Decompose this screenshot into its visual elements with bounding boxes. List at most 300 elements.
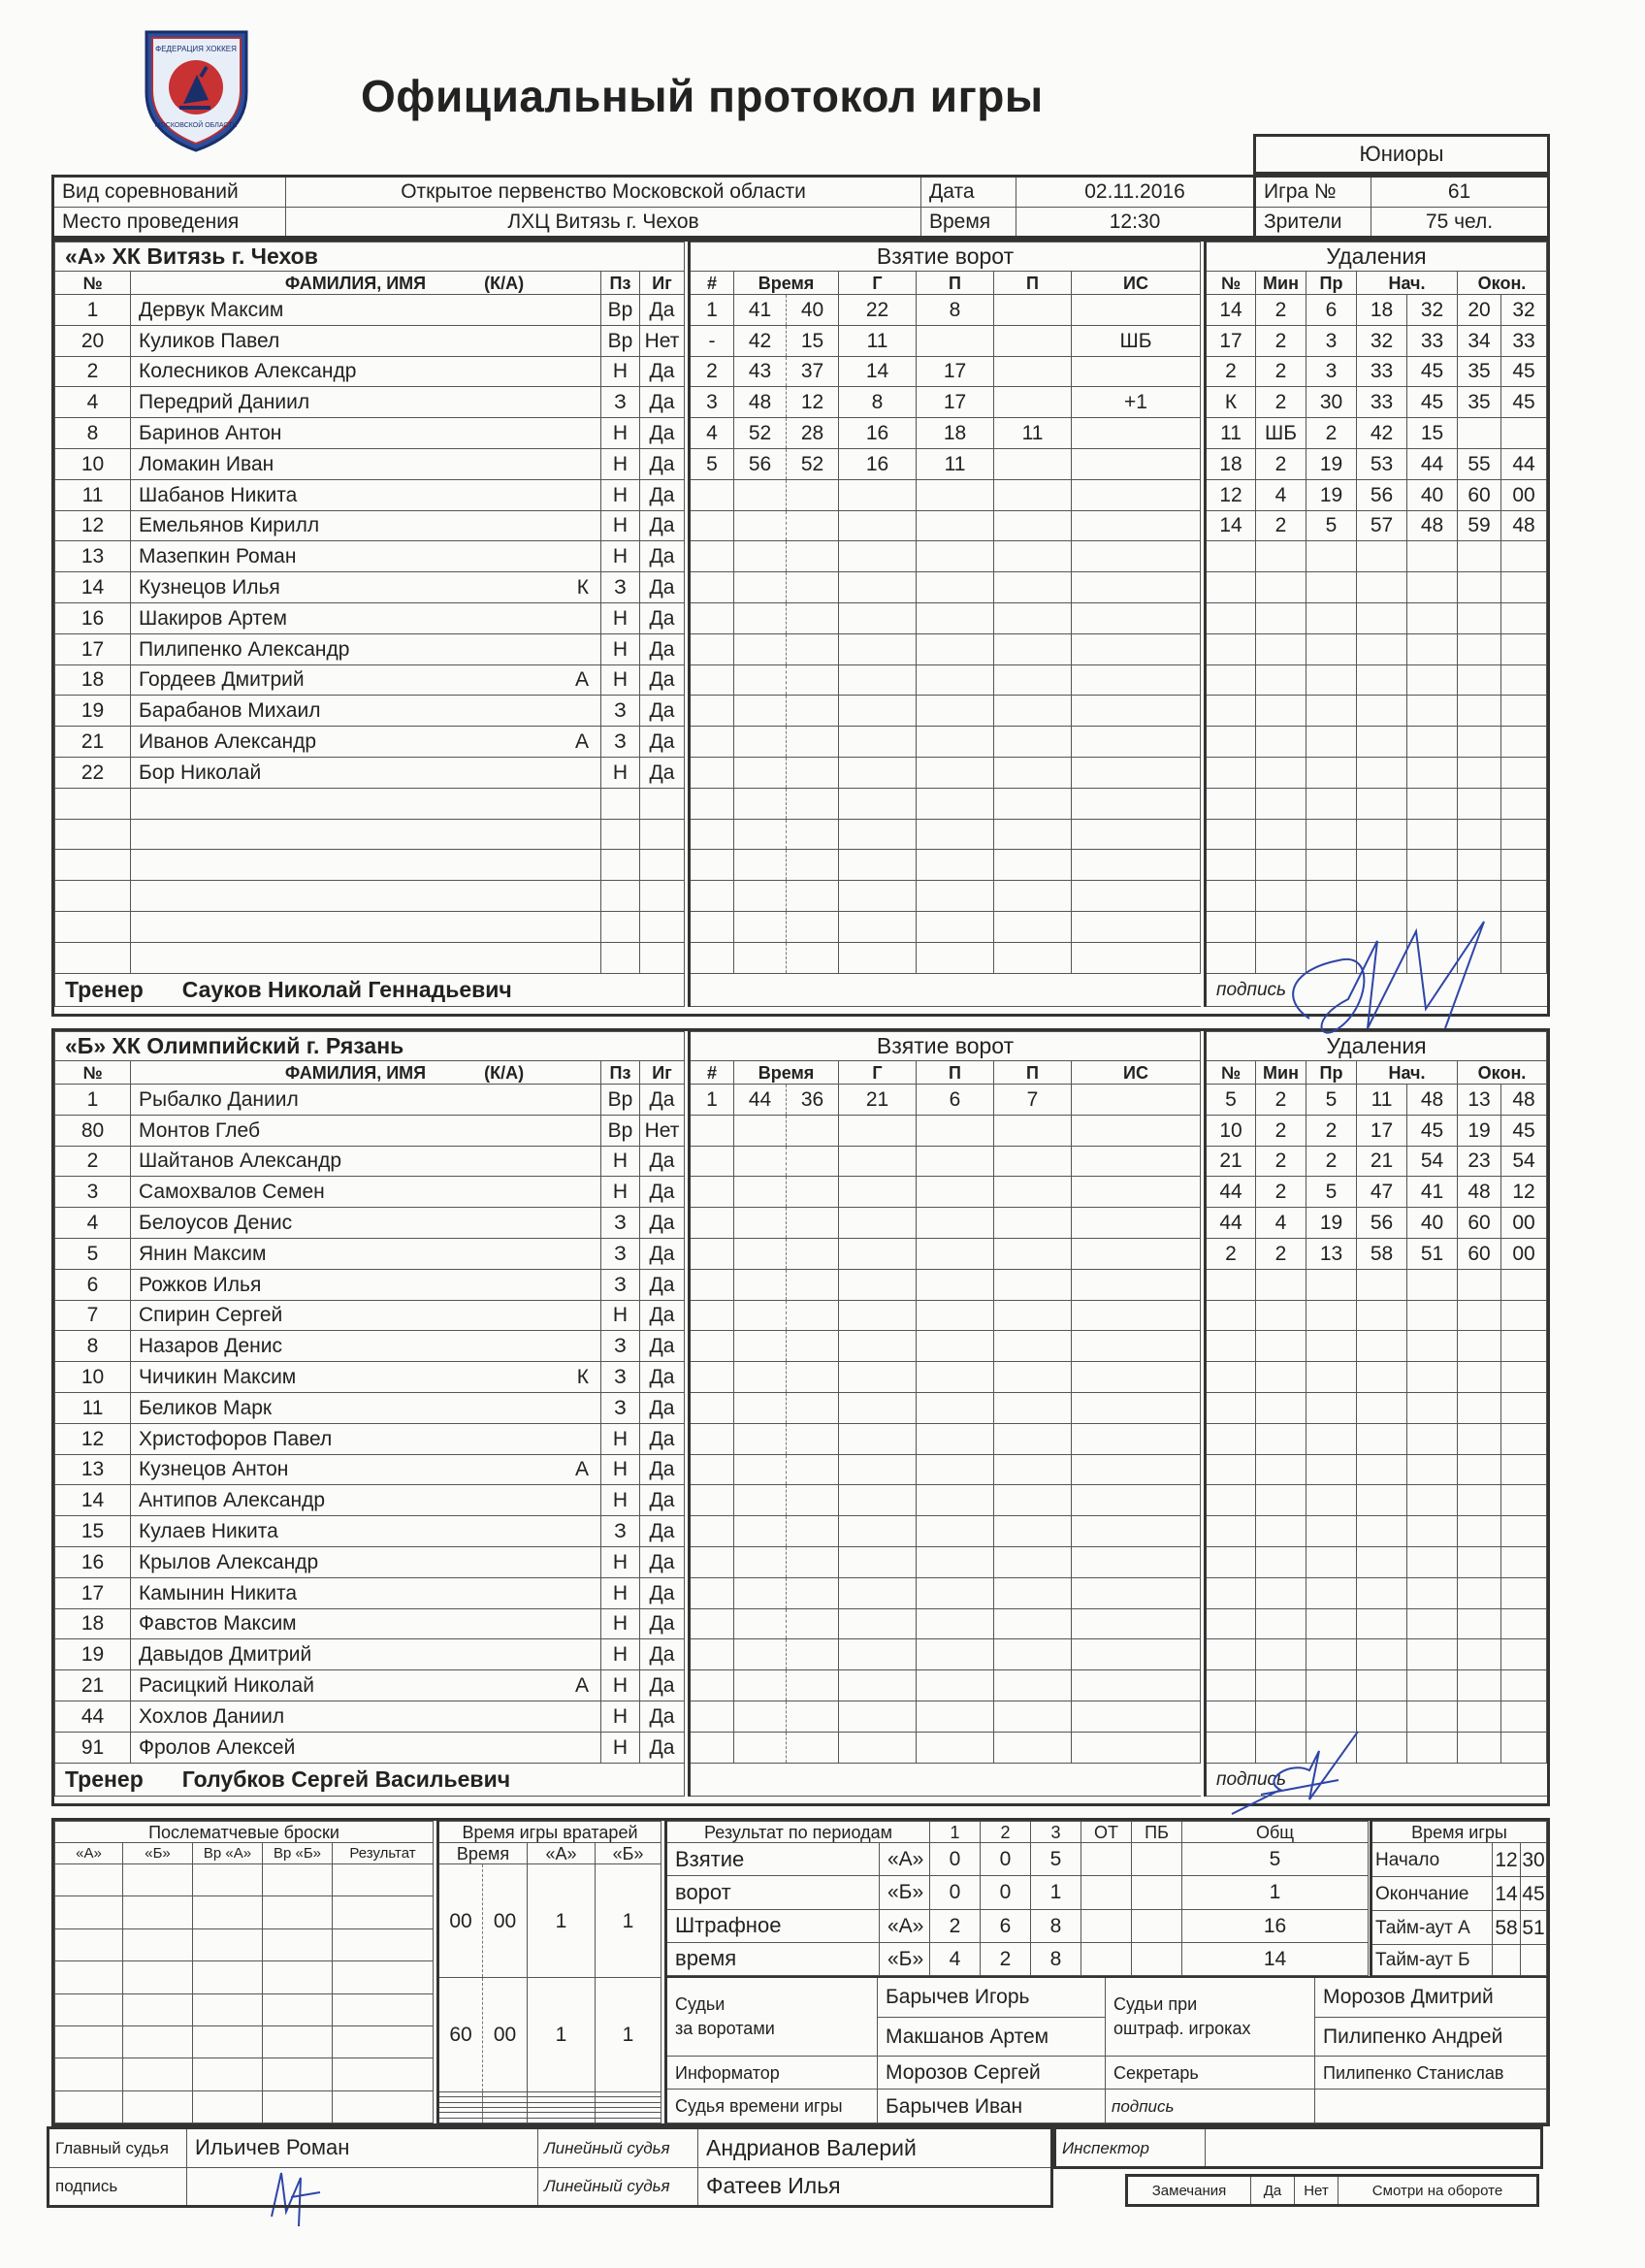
goal-second	[787, 602, 839, 633]
officials-signature-label: подпись	[1106, 2090, 1315, 2123]
penalty-end-sec: 44	[1501, 448, 1547, 479]
table-row	[690, 356, 1201, 387]
table-row	[690, 541, 1201, 572]
penalty-end-sec	[1501, 1608, 1547, 1639]
shootout-cell	[193, 2025, 263, 2057]
goal-assist2	[994, 1362, 1072, 1393]
goal-assist1	[917, 1146, 994, 1177]
goal-scorer	[839, 1208, 917, 1239]
player-number: 6	[55, 1269, 131, 1300]
penalty-start-min: 11	[1357, 1085, 1407, 1116]
goal-second	[787, 1392, 839, 1423]
player-name-text: Передрий Даниил	[139, 391, 310, 414]
player-plays: Да	[640, 633, 685, 664]
penalty-reason: 2	[1306, 1146, 1357, 1177]
player-name	[131, 1639, 601, 1670]
goal-second	[787, 1546, 839, 1577]
goal-situation	[1072, 418, 1201, 449]
penalty-reason: 19	[1306, 1208, 1357, 1239]
shootout-table	[54, 1821, 434, 2123]
penalty-end-min: 55	[1458, 448, 1501, 479]
periods-row-label	[666, 1942, 880, 1975]
player-name-text: Самохвалов Семен	[139, 1181, 325, 1204]
penalty-player	[1206, 696, 1256, 727]
goals-header-assist1: П	[917, 1061, 994, 1085]
penalty-end-sec	[1501, 911, 1547, 942]
table-row	[48, 2128, 1052, 2168]
goal-second	[787, 664, 839, 696]
goal-scorer	[839, 1732, 917, 1763]
table-row	[1206, 295, 1547, 326]
goal-assist1	[917, 819, 994, 850]
player-name	[131, 1392, 601, 1423]
player-name	[131, 479, 601, 510]
player-name	[131, 1423, 601, 1454]
player-name-text: Куликов Павел	[139, 329, 280, 352]
penalty-reason	[1306, 1300, 1357, 1331]
table-row	[55, 1115, 685, 1146]
penalty-reason	[1306, 788, 1357, 819]
penalty-start-min	[1357, 541, 1407, 572]
penalty-end-min	[1458, 727, 1501, 758]
goalie-time-col-b: «Б»	[596, 1843, 661, 1864]
goal-assist2	[994, 572, 1072, 603]
table-row	[1206, 572, 1547, 603]
goal-assist2: 7	[994, 1085, 1072, 1116]
penalty-reason	[1306, 757, 1357, 788]
pen-header-min: Мин	[1256, 1061, 1306, 1085]
player-number: 15	[55, 1516, 131, 1547]
penalty-player	[1206, 664, 1256, 696]
penalty-minutes	[1256, 942, 1306, 973]
pen-header-end: Окон.	[1458, 1061, 1547, 1085]
penalty-judges-label	[1106, 1977, 1315, 2056]
player-name-text: Шабанов Никита	[139, 483, 298, 506]
goal-situation	[1072, 1670, 1201, 1701]
table-row	[55, 757, 685, 788]
goal-assist1	[917, 1208, 994, 1239]
penalty-minutes: 2	[1256, 387, 1306, 418]
penalty-player	[1206, 541, 1256, 572]
penalty-reason: 5	[1306, 510, 1357, 541]
informer-name: Морозов Сергей	[878, 2056, 1106, 2090]
periods-value: 8	[1031, 1909, 1081, 1942]
penalty-end-min: 59	[1458, 510, 1501, 541]
goal-assist2: 11	[994, 418, 1072, 449]
roster-header-num: №	[55, 272, 131, 295]
table-row	[55, 1896, 434, 1928]
pen-header-start: Нач.	[1357, 272, 1458, 295]
penalty-end-min: 60	[1458, 1208, 1501, 1239]
team-a-title: «А» ХК Витязь г. Чехов	[55, 243, 685, 272]
periods-value: 0	[981, 1843, 1031, 1876]
roster-header-ka-text: (К/А)	[484, 1062, 525, 1083]
periods-value: 0	[930, 1843, 981, 1876]
player-position: Н	[601, 1300, 640, 1331]
table-row	[1206, 1454, 1547, 1485]
table-row	[690, 819, 1201, 850]
penalty-judge-1: Морозов Дмитрий	[1315, 1977, 1547, 2017]
goal-scorer	[839, 1639, 917, 1670]
goal-assist2	[994, 1577, 1072, 1608]
penalty-end-sec	[1501, 1300, 1547, 1331]
goal-minute	[734, 1423, 787, 1454]
player-name	[131, 1485, 601, 1516]
goal-number: 5	[690, 448, 734, 479]
penalty-start-min	[1357, 1670, 1407, 1701]
goal-scorer: 16	[839, 448, 917, 479]
player-name-text: Беликов Марк	[139, 1396, 273, 1419]
player-name	[131, 387, 601, 418]
shootout-cell	[333, 2025, 434, 2057]
goal-judges-label	[666, 1977, 878, 2056]
goal-assist2	[994, 602, 1072, 633]
head-referee-name: Ильичев Роман	[187, 2128, 538, 2168]
goal-assist1	[917, 1485, 994, 1516]
player-plays: Да	[640, 1392, 685, 1423]
goal-second	[787, 1146, 839, 1177]
player-name-text: Антипов Александр	[139, 1489, 326, 1512]
goal-assist1	[917, 881, 994, 912]
goal-situation	[1072, 633, 1201, 664]
goal-second	[787, 1269, 839, 1300]
player-plays: Да	[640, 387, 685, 418]
penalty-minutes	[1256, 1454, 1306, 1485]
goal-scorer: 14	[839, 356, 917, 387]
shootout-cell	[193, 1864, 263, 1896]
periods-value	[1081, 1843, 1132, 1876]
spectators-value: 75 чел.	[1371, 207, 1549, 238]
penalty-player: 17	[1206, 325, 1256, 356]
shootout-cell	[123, 2090, 193, 2122]
goal-minute	[734, 633, 787, 664]
player-number	[55, 942, 131, 973]
penalty-start-min	[1357, 1423, 1407, 1454]
goal-scorer	[839, 602, 917, 633]
player-plays: Да	[640, 696, 685, 727]
player-name-text: Кулаев Никита	[139, 1520, 278, 1543]
goal-second: 52	[787, 448, 839, 479]
penalty-start-sec: 45	[1407, 356, 1458, 387]
penalty-player: 14	[1206, 295, 1256, 326]
player-number: 7	[55, 1300, 131, 1331]
goal-situation	[1072, 1300, 1201, 1331]
penalty-end-min	[1458, 850, 1501, 881]
penalty-start-min	[1357, 1269, 1407, 1300]
penalty-reason	[1306, 602, 1357, 633]
goal-assist2	[994, 325, 1072, 356]
goal-assist2	[994, 696, 1072, 727]
goal-assist2	[994, 911, 1072, 942]
penalty-end-min	[1458, 1331, 1501, 1362]
goals-header-num: #	[690, 1061, 734, 1085]
goal-situation	[1072, 1608, 1201, 1639]
summary-frame	[51, 1818, 1550, 2126]
goal-assist2	[994, 819, 1072, 850]
goal-situation	[1072, 1331, 1201, 1362]
shootout-cell	[263, 2058, 333, 2090]
penalty-end-min	[1458, 1362, 1501, 1393]
shootout-cell	[263, 2090, 333, 2122]
penalty-start-min: 56	[1357, 479, 1407, 510]
penalty-minutes	[1256, 1670, 1306, 1701]
penalty-end-min	[1458, 757, 1501, 788]
table-row	[1206, 819, 1547, 850]
league-shield-logo	[141, 24, 252, 155]
goal-second	[787, 788, 839, 819]
goal-number	[690, 1300, 734, 1331]
game-no-value: 61	[1371, 177, 1549, 208]
penalty-minutes	[1256, 1331, 1306, 1362]
player-number: 18	[55, 664, 131, 696]
goal-number	[690, 881, 734, 912]
goal-scorer	[839, 788, 917, 819]
player-number: 14	[55, 572, 131, 603]
goal-number	[690, 1732, 734, 1763]
goal-situation	[1072, 1546, 1201, 1577]
penalty-judges-label-2: оштраф. игроках	[1113, 2018, 1251, 2038]
goal-second	[787, 510, 839, 541]
penalty-reason	[1306, 1546, 1357, 1577]
table-row	[55, 1928, 434, 1960]
player-position	[601, 819, 640, 850]
penalty-player	[1206, 602, 1256, 633]
player-name-text: Назаров Денис	[139, 1335, 282, 1358]
player-name	[131, 850, 601, 881]
penalty-player	[1206, 1670, 1256, 1701]
linesman-label-2: Линейный судья	[538, 2167, 698, 2207]
table-row	[690, 1208, 1201, 1239]
penalty-end-min	[1458, 572, 1501, 603]
penalty-end-sec	[1501, 1577, 1547, 1608]
table-row	[690, 757, 1201, 788]
penalty-end-sec	[1501, 1331, 1547, 1362]
game-start-sec: 30	[1521, 1843, 1547, 1877]
table-row	[690, 1300, 1201, 1331]
player-name	[131, 1300, 601, 1331]
goal-number	[690, 1177, 734, 1208]
periods-col-4: ПБ	[1132, 1822, 1182, 1843]
penalty-end-min	[1458, 418, 1501, 449]
game-time-table	[1370, 1821, 1547, 1976]
player-number: 8	[55, 1331, 131, 1362]
player-position: Н	[601, 1577, 640, 1608]
player-plays: Да	[640, 1639, 685, 1670]
player-position: Н	[601, 1485, 640, 1516]
penalty-start-sec	[1407, 1454, 1458, 1485]
player-position: Н	[601, 1732, 640, 1763]
table-row	[55, 819, 685, 850]
team-b-goals	[688, 1031, 1201, 1797]
table-row	[1206, 1546, 1547, 1577]
goal-judge-1: Барычев Игорь	[878, 1977, 1106, 2017]
goal-number	[690, 1362, 734, 1393]
remarks-yes[interactable]: Да	[1251, 2176, 1295, 2206]
player-name	[131, 788, 601, 819]
game-no-label: Игра №	[1255, 177, 1371, 208]
player-number	[55, 819, 131, 850]
periods-value: 14	[1182, 1942, 1369, 1975]
table-row	[690, 1701, 1201, 1732]
remarks-no[interactable]: Нет	[1295, 2176, 1339, 2206]
table-row	[690, 850, 1201, 881]
penalty-end-sec: 00	[1501, 479, 1547, 510]
table-row	[1206, 1392, 1547, 1423]
penalty-start-sec	[1407, 1670, 1458, 1701]
player-name	[131, 572, 601, 603]
penalty-start-sec	[1407, 757, 1458, 788]
goal-second	[787, 757, 839, 788]
player-number: 13	[55, 541, 131, 572]
player-number	[55, 881, 131, 912]
penalty-end-sec	[1501, 1639, 1547, 1670]
table-row	[1206, 727, 1547, 758]
goal-number	[690, 1516, 734, 1547]
player-position: Н	[601, 1454, 640, 1485]
goal-situation: ШБ	[1072, 325, 1201, 356]
shootout-cell	[333, 2090, 434, 2122]
periods-team: «Б»	[880, 1876, 930, 1909]
goal-minute	[734, 850, 787, 881]
goal-scorer	[839, 1670, 917, 1701]
player-plays: Нет	[640, 325, 685, 356]
goalie-a	[528, 2118, 596, 2122]
goalie-b	[596, 2118, 661, 2122]
table-row	[690, 664, 1201, 696]
penalty-end-sec	[1501, 418, 1547, 449]
competition-value: Открытое первенство Московской области	[286, 177, 921, 208]
table-row	[1206, 881, 1547, 912]
goal-number: 2	[690, 356, 734, 387]
penalty-minutes	[1256, 727, 1306, 758]
periods-row-label	[666, 1909, 880, 1942]
goalie-time-table	[436, 1821, 661, 2123]
player-number: 10	[55, 448, 131, 479]
table-row	[55, 2090, 434, 2122]
goal-minute	[734, 1392, 787, 1423]
table-row	[690, 1392, 1201, 1423]
goal-assist2	[994, 1608, 1072, 1639]
player-number: 80	[55, 1115, 131, 1146]
player-name	[131, 696, 601, 727]
periods-value	[1081, 1942, 1132, 1975]
penalty-player	[1206, 572, 1256, 603]
penalty-start-sec	[1407, 664, 1458, 696]
table-row	[55, 727, 685, 758]
remarks-table	[1125, 2174, 1539, 2207]
penalty-reason	[1306, 541, 1357, 572]
goal-assist1	[917, 1670, 994, 1701]
goal-judges-label-1: Судьи	[675, 1993, 726, 2014]
player-name-text: Кузнецов Илья	[139, 576, 280, 599]
player-plays: Да	[640, 541, 685, 572]
penalty-end-sec	[1501, 572, 1547, 603]
goal-situation	[1072, 510, 1201, 541]
penalty-start-sec	[1407, 1423, 1458, 1454]
time-label: Время	[921, 207, 1016, 238]
pen-header-min: Мин	[1256, 272, 1306, 295]
penalty-player: 5	[1206, 1085, 1256, 1116]
player-plays: Да	[640, 1208, 685, 1239]
player-plays: Да	[640, 1732, 685, 1763]
player-number: 21	[55, 727, 131, 758]
pen-header-start: Нач.	[1357, 1061, 1458, 1085]
goal-situation	[1072, 479, 1201, 510]
shootout-col-0: «А»	[55, 1843, 123, 1864]
penalty-player	[1206, 1300, 1256, 1331]
penalty-start-min	[1357, 1732, 1407, 1763]
shootout-cell	[193, 2058, 263, 2090]
goal-scorer	[839, 881, 917, 912]
player-name	[131, 1454, 601, 1485]
goal-minute	[734, 819, 787, 850]
penalty-player	[1206, 1577, 1256, 1608]
goals-header-assist1: П	[917, 272, 994, 295]
penalty-start-min: 33	[1357, 387, 1407, 418]
goal-assist2	[994, 1423, 1072, 1454]
player-position: З	[601, 1392, 640, 1423]
table-row	[1206, 325, 1547, 356]
player-name-text: Рыбалко Даниил	[139, 1087, 299, 1111]
periods-team: «А»	[880, 1843, 930, 1876]
player-position: Н	[601, 1608, 640, 1639]
goal-situation	[1072, 1085, 1201, 1116]
roster-header-pos: Пз	[601, 1061, 640, 1085]
goal-assist2	[994, 1331, 1072, 1362]
goal-assist1	[917, 1454, 994, 1485]
goal-scorer	[839, 572, 917, 603]
player-plays	[640, 850, 685, 881]
table-row	[690, 1670, 1201, 1701]
player-number: 4	[55, 1208, 131, 1239]
penalty-player	[1206, 1639, 1256, 1670]
player-name-text: Дервук Максим	[139, 298, 284, 321]
periods-value	[1081, 1876, 1132, 1909]
table-row	[690, 1238, 1201, 1269]
table-row	[690, 911, 1201, 942]
player-name-text: Иванов Александр	[139, 730, 317, 754]
goal-scorer	[839, 1516, 917, 1547]
player-name-text: Ломакин Иван	[139, 452, 274, 475]
player-plays: Да	[640, 1701, 685, 1732]
periods-value: 4	[930, 1942, 981, 1975]
goal-scorer	[839, 1546, 917, 1577]
goal-number	[690, 1331, 734, 1362]
inspector-table	[1053, 2126, 1543, 2169]
table-row	[55, 1300, 685, 1331]
penalty-end-sec	[1501, 850, 1547, 881]
goal-second	[787, 696, 839, 727]
date-label: Дата	[921, 177, 1016, 208]
penalty-end-sec	[1501, 1392, 1547, 1423]
table-row	[690, 1146, 1201, 1177]
player-number: 12	[55, 510, 131, 541]
penalty-start-sec	[1407, 1639, 1458, 1670]
table-row	[690, 1516, 1201, 1547]
player-name-text: Камынин Никита	[139, 1581, 298, 1604]
table-row	[1206, 1238, 1547, 1269]
player-name-text: Кузнецов Антон	[139, 1458, 289, 1481]
player-name	[131, 1701, 601, 1732]
player-position: Н	[601, 1701, 640, 1732]
penalty-start-sec	[1407, 1485, 1458, 1516]
table-row	[1206, 696, 1547, 727]
player-number: 91	[55, 1732, 131, 1763]
player-position: Вр	[601, 1085, 640, 1116]
shootout-cell	[333, 1993, 434, 2025]
goal-situation	[1072, 942, 1201, 973]
goal-minute	[734, 1177, 787, 1208]
